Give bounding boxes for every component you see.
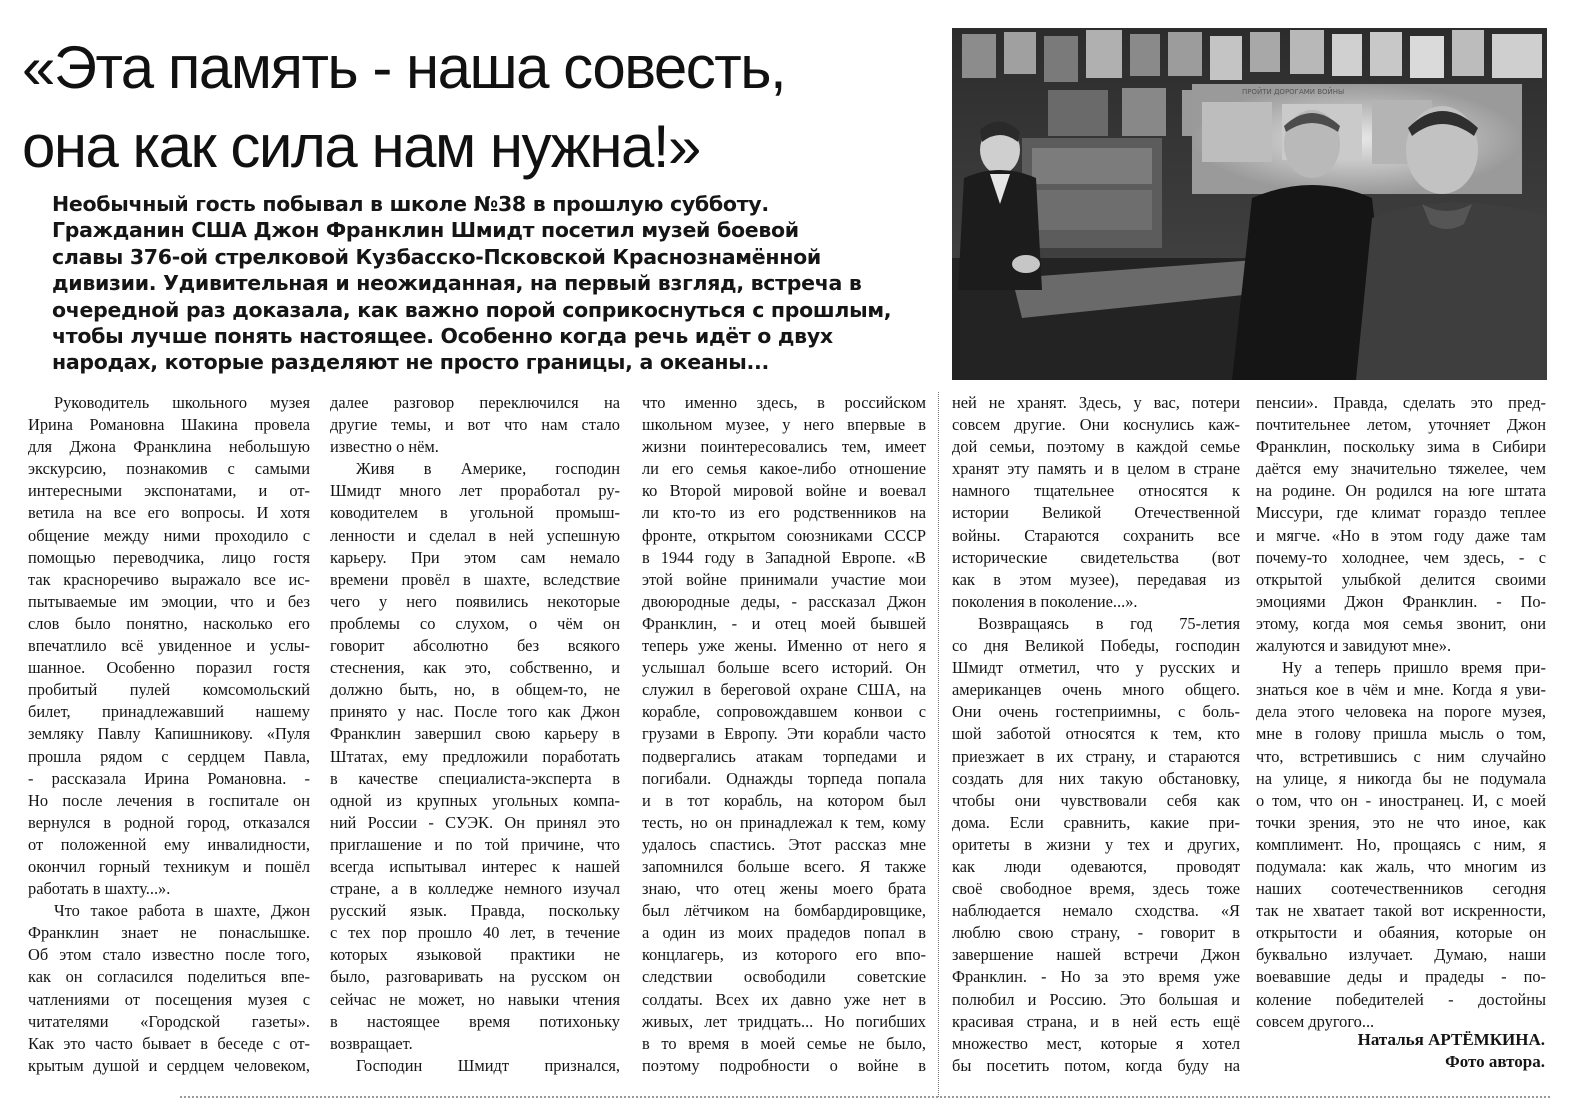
text-line: корабле, сопровождавшем конвои с <box>642 702 926 722</box>
lead-line: чтобы лучше понять настоящее. Особенно когда речь идёт о двух <box>52 324 833 349</box>
text-line: вернулся в родной город, отказался <box>28 812 310 832</box>
text-line: мне в голову пришла мысль о том, <box>1256 724 1546 744</box>
text-line: шанное. Особенно поразил гостя <box>28 658 310 678</box>
text-line: открытости и обаяния, которые он <box>1256 923 1546 943</box>
text-line: Как это часто бывает в беседе с от- <box>28 1033 310 1053</box>
text-line: ветила на все его вопросы. И хотя <box>28 503 310 523</box>
text-line: с тех пор прошло 40 лет, в течение <box>330 923 620 943</box>
text-line: Ну а теперь пришло время при- <box>1282 658 1546 678</box>
text-line: на улице, я никогда бы не подумала <box>1256 768 1546 788</box>
text-line: принято у нас. После того как Джон <box>330 702 620 722</box>
text-line: удалось спастись. Этот рассказ мне <box>642 834 926 854</box>
text-line: был лётчиком на бомбардировщике, <box>642 901 926 921</box>
article-column-2 <box>330 392 620 1077</box>
text-line: карьеру. При этом сам немало <box>330 547 620 567</box>
text-line: Франклин знает не понаслышке. <box>28 923 310 943</box>
text-line: множество мест, которые я хотел <box>952 1033 1240 1053</box>
text-line: двоюродные деды, - рассказал Джон <box>642 591 926 611</box>
text-line: Шмидт отметил, что у русских и <box>952 658 1240 678</box>
text-line: воевавшие деды и прадеды - по- <box>1256 967 1546 987</box>
article-column-1 <box>28 392 310 1077</box>
text-line: Франклин, - и отец моей бывшей <box>642 613 926 633</box>
text-line: приглашение и по той причине, что <box>330 834 620 854</box>
article-column-5 <box>1256 392 1546 1033</box>
text-line: приезжает в их страну, и стараются <box>952 746 1240 766</box>
text-line: даётся ему значительно тяжелее, чем <box>1256 459 1546 479</box>
article-column-3 <box>642 392 926 1077</box>
lead-line: славы 376-ой стрелковой Кузбасско-Псковской Краснознамённой <box>52 244 821 269</box>
text-line: что именно здесь, в российском <box>642 393 926 412</box>
text-line: совсем другие. Они коснулись каж- <box>952 415 1240 435</box>
text-line: войны. Стараются сохранить все <box>952 525 1240 545</box>
lead-line: народах, которые разделяют не просто границы, а океаны... <box>52 350 769 375</box>
text-line: интересными экспонатами, и от- <box>28 481 310 501</box>
text-line: и в тот корабль, на котором был <box>642 790 926 810</box>
text-line: подвергались атакам торпедами и <box>642 746 926 766</box>
text-line: которых языковой практики не <box>330 945 620 965</box>
text-line: Но после лечения в госпитале он <box>28 790 310 810</box>
text-line: как он согласился поделиться впе- <box>28 967 310 987</box>
text-line: Штатах, ему предложили поработать <box>330 746 620 766</box>
text-line: экскурсию, познакомив с самыми <box>28 459 310 479</box>
text-line: полюбил и Россию. Это большая и <box>952 989 1240 1009</box>
text-line: стране, а в колледже немного изучал <box>330 879 620 899</box>
text-line: жизни поинтересовались тем, имеет <box>642 437 926 457</box>
text-line: точки зрения, это не что иное, как <box>1256 812 1546 832</box>
text-line: Руководитель школьного музея <box>54 393 310 412</box>
text-line: живых, лет тридцать... Но погибших <box>642 1011 926 1031</box>
photo-credit: Фото автора. <box>1445 1052 1545 1071</box>
text-line: и мягче. «Но в этом году даже там <box>1256 525 1546 545</box>
text-line: наблюдается немало сходства. «Я <box>952 901 1240 921</box>
headline <box>22 28 942 186</box>
text-line: пытываемые им эмоции, что и без <box>28 591 310 611</box>
text-line: наших соотечественников сегодня <box>1256 879 1546 899</box>
text-line: чего у него появились некоторые <box>330 591 620 611</box>
text-line: крытым душой и сердцем человеком, <box>28 1055 310 1075</box>
text-line: служил в береговой охране США, на <box>642 680 926 700</box>
text-line: Возвращаясь в год 75-летия <box>978 613 1240 633</box>
text-line: от положенной ему инвалидности, <box>28 834 310 854</box>
text-line: на родине. Он родился на юге штата <box>1256 481 1546 501</box>
text-line: оритеты в жизни у тех и других, <box>952 834 1240 854</box>
text-line: завершение нашей встречи Джон <box>952 945 1240 965</box>
text-line: почтительнее летом, уточняет Джон <box>1256 415 1546 435</box>
lead-line: Гражданин США Джон Франклин Шмидт посетил музей боевой <box>52 218 799 243</box>
text-line: впечатлило всё увиденное и услы- <box>28 636 310 656</box>
text-line: коление победителей - достойны <box>1256 989 1546 1009</box>
text-line: так красноречиво выражало все ис- <box>28 569 310 589</box>
text-line: намного тщательнее относятся к <box>952 481 1240 501</box>
text-line: фронте, открытом союзниками СССР <box>642 525 926 545</box>
text-line: услышал больше всего историй. Он <box>642 658 926 678</box>
text-line: чатлениями от посещения музея с <box>28 989 310 1009</box>
text-line: американцев очень много общего. <box>952 680 1240 700</box>
text-line: возвращает. <box>330 1033 413 1053</box>
text-line: Что такое работа в шахте, Джон <box>54 901 310 921</box>
text-line: другие темы, и вот что нам стало <box>330 415 620 435</box>
text-line: для Джона Франклина небольшую <box>28 437 310 457</box>
lead-paragraph <box>52 191 932 376</box>
text-line: билет, принадлежавший нашему <box>28 702 310 722</box>
text-line: поэтому подробности о войне в <box>642 1055 926 1075</box>
text-line: дела этого человека на пороге музея, <box>1256 702 1546 722</box>
text-line: что, встретившись с ним случайно <box>1256 746 1546 766</box>
author-signature: Наталья АРТЁМКИНА. <box>1357 1030 1545 1049</box>
bottom-dotted-border <box>180 1096 1550 1098</box>
text-line: почему-то холоднее, чем здесь, - с <box>1256 547 1546 567</box>
text-line: Франклин завершил свою карьеру в <box>330 724 620 744</box>
text-line: земляку Павлу Капишникову. «Пуля <box>28 724 310 744</box>
text-line: совсем другого... <box>1256 1011 1375 1031</box>
text-line: Они очень гостеприимны, с боль- <box>952 702 1240 722</box>
text-line: ленности и сделал в ней успешную <box>330 525 620 545</box>
article-photo <box>952 28 1547 380</box>
text-line: красивая страна, и в ней есть ещё <box>952 1011 1240 1031</box>
text-line: Ирина Романовна Шакина провела <box>28 415 310 435</box>
text-line: в настоящее время потихоньку <box>330 1011 620 1031</box>
text-line: эмоциями Джон Франклин. - По- <box>1256 591 1546 611</box>
text-line: всегда испытывал интерес к нашей <box>330 856 620 876</box>
photo-illustration <box>952 28 1547 380</box>
text-line: известно о нём. <box>330 437 439 457</box>
text-line: так не хватает такой вот искренности, <box>1256 901 1546 921</box>
text-line: концлагерь, из которого его впо- <box>642 945 926 965</box>
text-line: жалуются и завидуют мне». <box>1256 636 1452 656</box>
text-line: пробитый пулей комсомольский <box>28 680 310 700</box>
text-line: школьном музее, у него впервые в <box>642 415 926 435</box>
text-line: создать для них такую обстановку, <box>952 768 1240 788</box>
text-line: запомнился больше всего. Я также <box>642 856 926 876</box>
text-line: со дня Великой Победы, господин <box>952 636 1240 656</box>
text-line: исторические свидетельства (вот <box>952 547 1240 567</box>
lead-line: дивизии. Удивительная и неожиданная, на первый взгляд, встреча в <box>52 271 862 296</box>
text-line: Живя в Америке, господин <box>356 459 620 479</box>
text-line: ли его семья какое-либо отношение <box>642 459 926 479</box>
text-line: времени провёл в шахте, вследствие <box>330 569 620 589</box>
text-line: должно быть, но, в общем-то, не <box>330 680 620 700</box>
text-line: как люди одеваются, проводят <box>952 856 1240 876</box>
text-line: люблю свою страну, - говорит в <box>952 923 1240 943</box>
text-line: тесть, но он принадлежал к тем, кому <box>642 812 926 832</box>
text-line: хранят эту память и в целом в стране <box>952 459 1240 479</box>
text-line: комплимент. Но, прощаясь с ним, я <box>1256 834 1546 854</box>
text-line: как в этом музее), передавая из <box>952 569 1240 589</box>
text-line: дома. Если сравнить, какие при- <box>952 812 1240 832</box>
text-line: русский язык. Правда, поскольку <box>330 901 620 921</box>
text-line: солдаты. Всех их давно уже нет в <box>642 989 926 1009</box>
text-line: работать в шахту...». <box>28 879 171 899</box>
lead-line: Необычный гость побывал в школе №38 в прошлую субботу. <box>52 192 769 216</box>
text-line: далее разговор переключился на <box>330 393 620 412</box>
text-line: ко Второй мировой войне и воевал <box>642 481 926 501</box>
text-line: этой войне принимали участие мои <box>642 569 926 589</box>
text-line: слов было понятно, насколько его <box>28 613 310 633</box>
text-line: Франклин. - Но за это время уже <box>952 967 1240 987</box>
text-line: пенсии». Правда, сделать это пред- <box>1256 393 1546 412</box>
text-line: было, разговаривать на русском он <box>330 967 620 987</box>
text-line: знаю, что отец жены моего брата <box>642 879 926 899</box>
text-line: о том, что он - иностранец. И, с моей <box>1256 790 1546 810</box>
text-line: ководителем в угольной промыш- <box>330 503 620 523</box>
headline-line-1: «Эта память - наша совесть, <box>22 34 786 101</box>
text-line: стеснения, как это, собственно, и <box>330 658 620 678</box>
text-line: ней не хранят. Здесь, у вас, потери <box>952 393 1240 412</box>
text-line: читателями «Городской газеты». <box>28 1011 310 1031</box>
article-column-4 <box>952 392 1240 1077</box>
text-line: - рассказала Ирина Романовна. - <box>28 768 310 788</box>
text-line: в то время в моей семье не было, <box>642 1033 926 1053</box>
text-line: ний России - СУЭК. Он принял это <box>330 812 620 832</box>
text-line: общение между ними проходило с <box>28 525 310 545</box>
text-line: этому, когда моя семья звонит, они <box>1256 613 1546 633</box>
text-line: шой заботой относятся к тем, кто <box>952 724 1240 744</box>
text-line: Об этом стало известно после того, <box>28 945 310 965</box>
text-line: знаться кое в чём и мне. Когда я уви- <box>1256 680 1546 700</box>
headline-line-2: она как сила нам нужна!» <box>22 113 700 180</box>
text-line: истории Великой Отечественной <box>952 503 1240 523</box>
text-line: теперь уже жены. Именно от него я <box>642 636 926 656</box>
text-line: проблемы со слухом, о чём он <box>330 613 620 633</box>
text-line: одной из крупных угольных компа- <box>330 790 620 810</box>
text-line: поколения в поколение...». <box>952 591 1138 611</box>
text-line: а один из моих прадедов попал в <box>642 923 926 943</box>
text-line: говорит абсолютно без всякого <box>330 636 620 656</box>
text-line: буквально излучает. Думаю, наши <box>1256 945 1546 965</box>
text-line: ли кто-то из его родственников на <box>642 503 926 523</box>
text-line: дой семьи, поэтому в каждой семье <box>952 437 1240 457</box>
text-line: в качестве специалиста-эксперта в <box>330 768 620 788</box>
text-line: грузами в Европу. Эти корабли часто <box>642 724 926 744</box>
text-line: окончил горный техникум и пошёл <box>28 856 310 876</box>
text-line: Шмидт много лет проработал ру- <box>330 481 620 501</box>
text-line: чтобы они чувствовали себя как <box>952 790 1240 810</box>
lead-line: очередной раз доказала, как важно порой соприкоснуться с прошлым, <box>52 297 892 322</box>
text-line: бы посетить потом, когда буду на <box>952 1055 1240 1075</box>
text-line: помощью переводчика, лицо гостя <box>28 547 310 567</box>
text-line: Миссури, где климат гораздо теплее <box>1256 503 1546 523</box>
text-line: прошла рядом с сердцем Павла, <box>28 746 310 766</box>
display-board-title: ПРОЙТИ ДОРОГАМИ ВОЙНЫ <box>1242 88 1345 96</box>
text-line: Господин Шмидт признался, <box>356 1055 620 1075</box>
text-line: следствии освободили советские <box>642 967 926 987</box>
text-line: открытой улыбкой делится своими <box>1256 569 1546 589</box>
text-line: своё свободное время, здесь тоже <box>952 879 1240 899</box>
text-line: сейчас не может, но навыки чтения <box>330 989 620 1009</box>
column-rule <box>938 392 939 1097</box>
text-line: в 1944 году в Западной Европе. «В <box>642 547 926 567</box>
text-line: погибали. Однажды торпеда попала <box>642 768 926 788</box>
text-line: подумала: как жаль, что многим из <box>1256 856 1546 876</box>
text-line: Франклин, поскольку зима в Сибири <box>1256 437 1546 457</box>
